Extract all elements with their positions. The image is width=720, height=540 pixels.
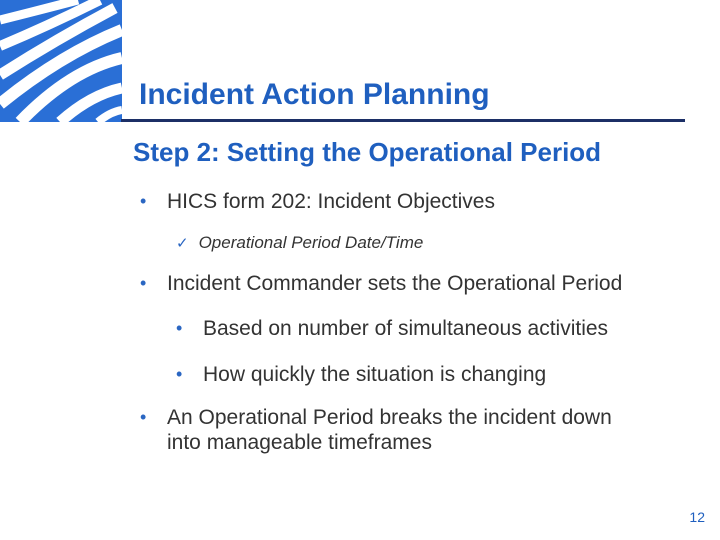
sub-bullet-text: How quickly the situation is changing xyxy=(203,363,547,386)
bullet-item xyxy=(140,405,612,455)
bullet-text-line2: into manageable timeframes xyxy=(167,431,432,454)
bullet-item xyxy=(140,271,622,296)
bullet-item xyxy=(140,189,495,214)
sub-bullet-text: Based on number of simultaneous activities xyxy=(203,317,609,340)
page-number: 12 xyxy=(689,509,705,525)
title-underline xyxy=(121,119,685,122)
bullet-text: Incident Commander sets the Operational Period xyxy=(167,272,623,295)
bullet-dot-icon: • xyxy=(176,364,183,384)
sub-bullet-item xyxy=(176,316,608,341)
check-item xyxy=(176,233,423,253)
bullet-text-line1: An Operational Period breaks the incident down xyxy=(167,406,612,429)
bullet-dot-icon: • xyxy=(140,407,147,427)
bullet-dot-icon: • xyxy=(140,191,147,211)
bullet-dot-icon: • xyxy=(140,273,147,293)
slide-title: Incident Action Planning xyxy=(139,78,490,111)
check-text: Operational Period Date/Time xyxy=(198,233,424,252)
logo-swoosh-icon xyxy=(0,0,122,122)
slide-subtitle: Step 2: Setting the Operational Period xyxy=(133,137,602,167)
check-icon: ✓ xyxy=(176,235,189,252)
sub-bullet-item xyxy=(176,362,546,387)
bullet-text: HICS form 202: Incident Objectives xyxy=(167,190,495,213)
bullet-dot-icon: • xyxy=(176,318,183,338)
